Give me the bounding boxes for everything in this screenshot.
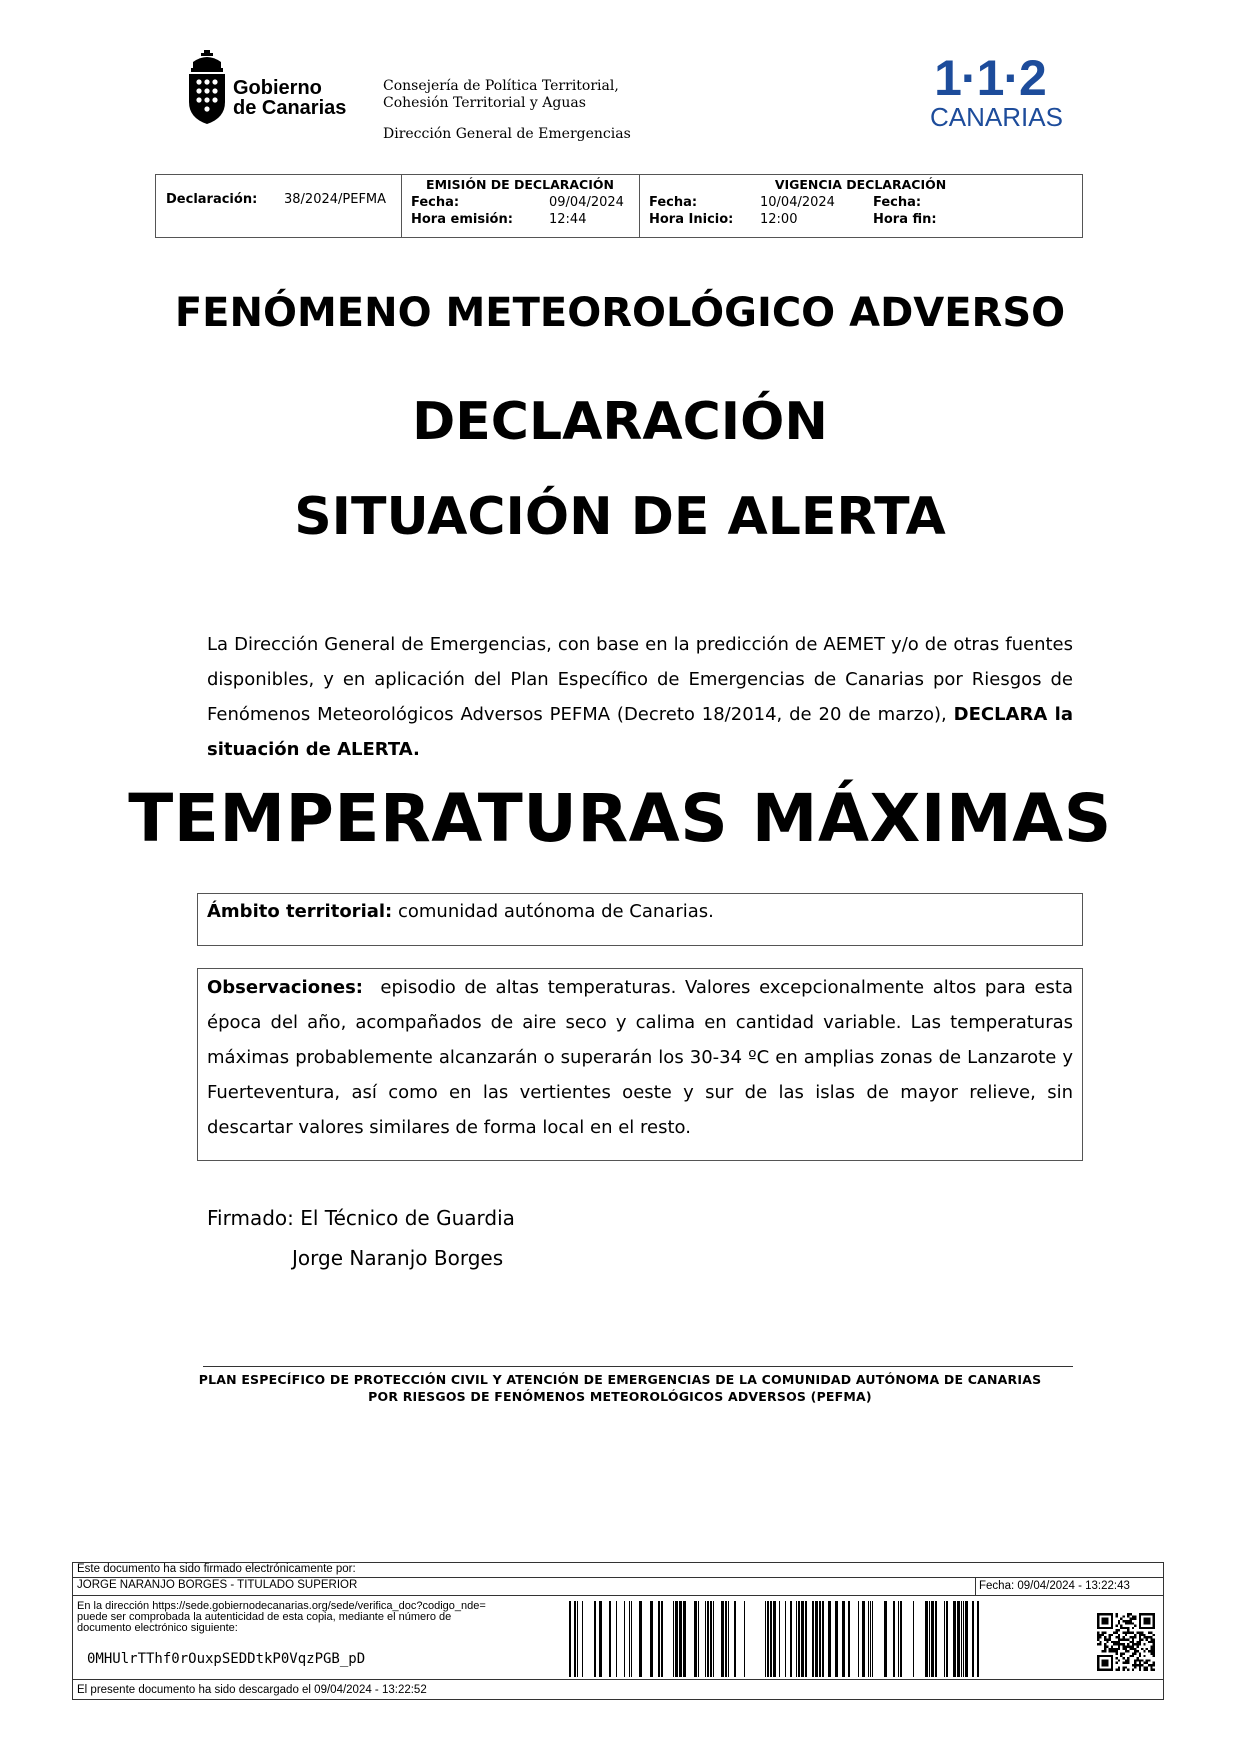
logo-112-region: CANARIAS xyxy=(930,102,1063,132)
emision-fecha: 09/04/2024 xyxy=(549,195,624,210)
emision-hora: 12:44 xyxy=(549,212,587,227)
gobierno-canarias-shield-logo xyxy=(185,50,229,124)
verify-line3: documento electrónico siguiente: xyxy=(77,1622,238,1634)
footer-divider xyxy=(203,1366,1073,1367)
emision-fecha-label: Fecha: xyxy=(411,195,460,210)
title-fenomeno: FENÓMENO METEOROLÓGICO ADVERSO xyxy=(174,290,1066,336)
verify-text xyxy=(77,1601,486,1634)
phenomenon-title: TEMPERATURAS MÁXIMAS xyxy=(128,780,1112,857)
consejeria-line2: Cohesión Territorial y Aguas xyxy=(383,95,586,111)
footer-plan xyxy=(0,1371,1240,1405)
firmado-block xyxy=(207,1198,515,1278)
declaration-label: Declaración: xyxy=(166,192,258,207)
qr-code-image xyxy=(1097,1613,1155,1671)
electronic-signature-block xyxy=(72,1562,1164,1700)
barcode-image xyxy=(569,1601,979,1677)
vigencia-hora-inicio: 12:00 xyxy=(760,212,798,227)
footer-plan-line2: POR RIESGOS DE FENÓMENOS METEOROLÓGICOS ADVERSOS (PEFMA) xyxy=(368,1389,872,1404)
ambito-label: Ámbito territorial: xyxy=(207,901,393,922)
direccion-general: Dirección General de Emergencias xyxy=(383,126,631,142)
consejeria xyxy=(383,78,619,112)
vigencia-fecha: 10/04/2024 xyxy=(760,195,835,210)
ambito-box xyxy=(197,893,1083,946)
logo-112-canarias xyxy=(930,50,1063,132)
signature-date: Fecha: 09/04/2024 - 13:22:43 xyxy=(979,1580,1130,1592)
gobierno-name xyxy=(233,78,346,118)
downloaded-notice: El presente documento ha sido descargado el 09/04/2024 - 13:22:52 xyxy=(77,1684,427,1696)
body-text: La Dirección General de Emergencias, con base en la predicción de AEMET y/o de otras fuentes disponibles, y en aplicación del Plan Específico de Emergencias de Canarias por Riesgos de Fenómenos Meteorológicos Adversos PEFMA (Decreto 18/2014, de 20 de marzo), xyxy=(207,634,1073,725)
verify-line2: puede ser comprobada la autenticidad de esta copia, mediante el número de xyxy=(77,1611,452,1623)
firmado-line1: Firmado: El Técnico de Guardia xyxy=(207,1206,515,1230)
vigencia-hora-fin-label: Hora fin: xyxy=(873,212,937,227)
footer-plan-line1: PLAN ESPECÍFICO DE PROTECCIÓN CIVIL Y ATENCIÓN DE EMERGENCIAS DE LA COMUNIDAD AUTÓNOMA DE CANARIAS xyxy=(198,1372,1042,1387)
verification-code: 0MHUlrTThf0rOuxpSEDDtkP0VqzPGB_pD xyxy=(87,1651,366,1667)
signer-name: JORGE NARANJO BORGES - TITULADO SUPERIOR xyxy=(77,1579,358,1591)
observaciones-box xyxy=(197,968,1083,1161)
vigencia-fecha-label: Fecha: xyxy=(649,195,698,210)
declaration-number: 38/2024/PEFMA xyxy=(284,192,387,207)
logo-112-number: 1·1·2 xyxy=(934,50,1046,106)
verify-line1: En la dirección https://sede.gobiernodecanarias.org/sede/verifica_doc?codigo_nde= xyxy=(77,1600,486,1612)
vigencia-header: VIGENCIA DECLARACIÓN xyxy=(774,177,947,192)
declaration-info-table xyxy=(155,174,1083,238)
gobierno-name-line2: de Canarias xyxy=(233,97,347,119)
consejeria-line1: Consejería de Política Territorial, xyxy=(383,78,619,94)
declaration-body xyxy=(207,627,1073,767)
body-bold-text: DECLARA la situación de ALERTA. xyxy=(207,704,1073,760)
emision-header: EMISIÓN DE DECLARACIÓN xyxy=(426,177,614,192)
vigencia-fecha-fin-label: Fecha: xyxy=(873,195,922,210)
observaciones-label: Observaciones: xyxy=(207,977,364,998)
emision-hora-label: Hora emisión: xyxy=(411,212,513,227)
observaciones-value: episodio de altas temperaturas. Valores excepcionalmente altos para esta época del año, acompañados de aire seco y calima en cantidad variable. Las temperaturas máximas probablemente alcanzarán o superarán los 30-34 ºC en amplias zonas de Lanzarote y Fuerteventura, así como en las vertientes oeste y sur de las islas de mayor relieve, sin descartar valores similares de forma local en el resto. xyxy=(207,977,1073,1138)
title-declaracion: DECLARACIÓN xyxy=(412,392,828,452)
vigencia-hora-inicio-label: Hora Inicio: xyxy=(649,212,734,227)
gobierno-name-line1: Gobierno xyxy=(233,77,322,99)
signed-by-label: Este documento ha sido firmado electrónicamente por: xyxy=(77,1563,356,1575)
title-situacion-alerta: SITUACIÓN DE ALERTA xyxy=(294,487,946,547)
ambito-value: comunidad autónoma de Canarias. xyxy=(397,901,714,922)
firmado-line2: Jorge Naranjo Borges xyxy=(292,1246,504,1270)
